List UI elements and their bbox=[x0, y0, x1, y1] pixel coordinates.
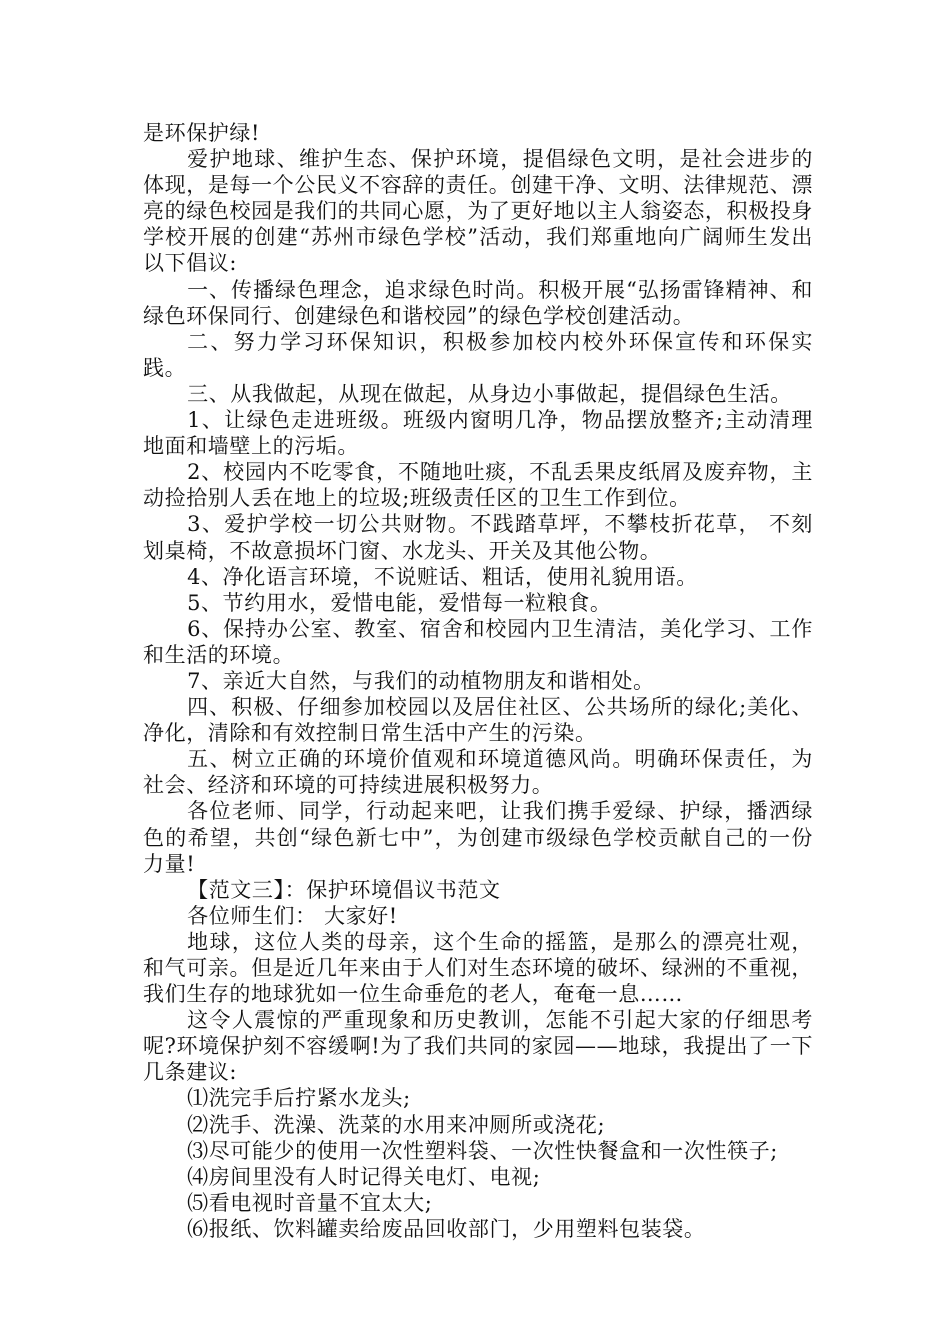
paragraph: 各位老师、同学，行动起来吧，让我们携手爱绿、护绿，播洒绿色的希望，共创“绿色新七中”，为创建市级绿色学校贡献自己的一份力量! bbox=[143, 799, 813, 876]
paragraph: 1、让绿色走进班级。班级内窗明几净，物品摆放整齐;主动清理地面和墙壁上的污垢。 bbox=[143, 408, 813, 459]
document-body bbox=[143, 120, 813, 1242]
paragraph: 一、传播绿色理念，追求绿色时尚。积极开展“弘扬雷锋精神、和绿色环保同行、创建绿色和谐校园”的绿色学校创建活动。 bbox=[143, 277, 813, 328]
paragraph: 5、节约用水，爱惜电能，爱惜每一粒粮食。 bbox=[187, 590, 612, 615]
paragraph: 五、树立正确的环境价值观和环境道德风尚。明确环保责任，为社会、经济和环境的可持续进展积极努力。 bbox=[143, 747, 813, 798]
paragraph: 三、从我做起，从现在做起，从身边小事做起，提倡绿色生活。 bbox=[187, 381, 792, 406]
paragraph: 四、积极、仔细参加校园以及居住社区、公共场所的绿化;美化、净化，清除和有效控制日常生活中产生的污染。 bbox=[143, 695, 813, 746]
list-item: ⑴洗完手后拧紧水龙头; bbox=[187, 1086, 411, 1111]
paragraph: 4、净化语言环境，不说赃话、粗话，使用礼貌用语。 bbox=[187, 564, 698, 589]
paragraph: 地球，这位人类的母亲，这个生命的摇篮，是那么的漂亮壮观，和气可亲。但是近几年来由于人们对生态环境的破坏、绿洲的不重视，我们生存的地球犹如一位生命垂危的老人，奄奄一息…… bbox=[143, 929, 813, 1007]
paragraph: 二、努力学习环保知识，积极参加校内校外环保宣传和环保实践。 bbox=[143, 329, 813, 380]
list-item: ⑸看电视时音量不宜太大; bbox=[187, 1190, 433, 1215]
paragraph: 6、保持办公室、教室、宿舍和校园内卫生清洁，美化学习、工作和生活的环境。 bbox=[143, 616, 813, 667]
salutation: 各位师生们： 大家好! bbox=[187, 903, 398, 928]
section-heading: 【范文三】：保护环境倡议书范文 bbox=[187, 877, 501, 902]
paragraph: 2、校园内不吃零食，不随地吐痰，不乱丢果皮纸屑及废弃物，主动捡拾别人丢在地上的垃圾;班级责任区的卫生工作到位。 bbox=[143, 460, 813, 511]
list-item: ⑵洗手、洗澡、洗菜的水用来冲厕所或浇花; bbox=[187, 1112, 606, 1137]
paragraph: 7、亲近大自然，与我们的动植物朋友和谐相处。 bbox=[187, 668, 655, 693]
paragraph: 这令人震惊的严重现象和历史教训，怎能不引起大家的仔细思考呢?环境保护刻不容缓啊!为了我们共同的家园——地球，我提出了一下几条建议: bbox=[143, 1008, 813, 1085]
paragraph: 3、爱护学校一切公共财物。不践踏草坪，不攀枝折花草， 不刻划桌椅，不故意损坏门窗、水龙头、开关及其他公物。 bbox=[143, 512, 813, 563]
list-item: ⑶尽可能少的使用一次性塑料袋、一次性快餐盒和一次性筷子; bbox=[187, 1138, 778, 1163]
paragraph: 是环保护绿! bbox=[143, 121, 261, 145]
paragraph: 爱护地球、维护生态、保护环境，提倡绿色文明，是社会进步的体现，是每一个公民义不容辞的责任。创建干净、文明、法律规范、漂亮的绿色校园是我们的共同心愿，为了更好地以主人翁姿态，积极投身学校开展的创建“苏州市绿色学校”活动，我们郑重地向广阔师生发出以下倡议: bbox=[143, 147, 813, 276]
list-item: ⑷房间里没有人时记得关电灯、电视; bbox=[187, 1164, 541, 1189]
list-item: ⑹报纸、饮料罐卖给废品回收部门，少用塑料包装袋。 bbox=[187, 1216, 706, 1241]
